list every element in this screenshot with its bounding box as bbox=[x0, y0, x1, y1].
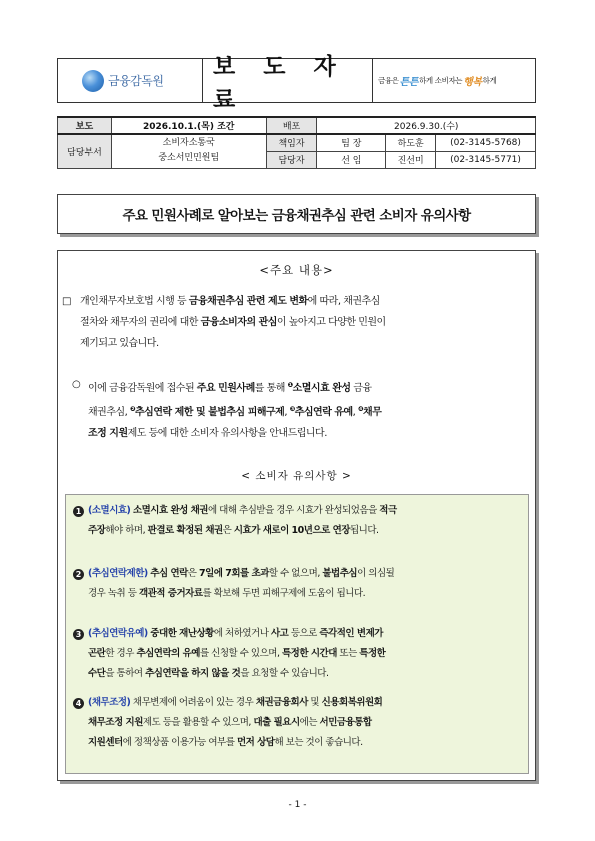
text-segment: 채권금융회사 bbox=[255, 697, 308, 708]
text-segment: ❸ bbox=[289, 405, 295, 413]
tip1-line2 bbox=[88, 521, 397, 541]
tip1-text bbox=[88, 501, 397, 541]
dept-cell bbox=[111, 134, 266, 168]
text-segment: 주요 민원사례 bbox=[196, 383, 255, 394]
text-segment: 절차와 채무자의 권리에 대한 bbox=[80, 317, 201, 328]
text-segment: 특정한 시간대 bbox=[282, 648, 337, 659]
fss-logo-globe-icon bbox=[82, 70, 104, 92]
text-segment: 채무 bbox=[363, 407, 382, 418]
text-segment: 한 경우 bbox=[105, 648, 137, 659]
text-segment: 됩니다. bbox=[349, 525, 379, 536]
distribution-label: 배포 bbox=[266, 117, 317, 134]
text-segment: 채권추심, bbox=[88, 407, 130, 418]
summary-bullet1 bbox=[80, 291, 386, 354]
manager-title: 팀 장 bbox=[317, 134, 386, 151]
text-segment: , bbox=[284, 407, 290, 418]
text-segment: 경우 녹취 등 bbox=[88, 588, 139, 599]
text-segment: 추심연락의 유예 bbox=[136, 648, 200, 659]
doc-title-area bbox=[203, 53, 373, 113]
release-label: 보도 bbox=[58, 117, 112, 134]
bullet2-line1 bbox=[88, 375, 381, 399]
tip2-number-icon: 2 bbox=[73, 569, 84, 580]
text-segment: 해 보는 것이 좋습니다. bbox=[274, 737, 363, 748]
text-segment: 금융채권추심 관련 제도 변화 bbox=[188, 296, 308, 307]
release-row bbox=[58, 117, 536, 134]
release-date: 2026.10.1.(목) 조간 bbox=[111, 117, 266, 134]
text-segment: 또는 bbox=[336, 648, 360, 659]
contact-label: 담당자 bbox=[266, 151, 317, 168]
tip3-line3 bbox=[88, 664, 385, 684]
distribution-date: 2026.9.30.(수) bbox=[317, 117, 536, 134]
text-segment: 중대한 재난상황 bbox=[150, 628, 214, 639]
text-segment: (추심연락유예) bbox=[88, 628, 148, 639]
tip3-text bbox=[88, 624, 385, 684]
bullet1-line1 bbox=[80, 291, 386, 312]
text-segment: (소멸시효) bbox=[88, 505, 131, 516]
tip2-line1 bbox=[88, 564, 394, 584]
tip4-number-icon: 4 bbox=[73, 698, 84, 709]
text-segment: 불법추심 bbox=[322, 568, 358, 579]
bullet1-marker: □ bbox=[62, 296, 72, 307]
text-segment: ❶ bbox=[287, 381, 293, 389]
text-segment: 이에 금융감독원에 접수된 bbox=[88, 383, 197, 394]
logo-area bbox=[58, 59, 203, 102]
tip4-line2 bbox=[88, 713, 382, 733]
text-segment: 추심 연락 bbox=[150, 568, 188, 579]
text-segment: 를 통해 bbox=[254, 383, 288, 394]
text-segment: 할 수 없으며, bbox=[268, 568, 323, 579]
text-segment: 이 높아지고 다양한 민원이 bbox=[276, 317, 386, 328]
doc-title: 보 도 자 료 bbox=[213, 53, 346, 113]
summary-bullet2 bbox=[88, 375, 381, 444]
page-number: - 1 - bbox=[288, 800, 307, 810]
text-segment: 수단 bbox=[88, 668, 106, 679]
release-info-table bbox=[57, 116, 536, 169]
slogan-part3: 하게 bbox=[482, 76, 497, 85]
text-segment: ❹ bbox=[358, 405, 364, 413]
text-segment: 곤란 bbox=[88, 648, 106, 659]
text-segment: (채무조정) bbox=[88, 697, 131, 708]
text-segment: 서민금융통합 bbox=[319, 717, 372, 728]
tip1-line1 bbox=[88, 501, 397, 521]
text-segment: 제도 등에 대한 소비자 유의사항을 안내드립니다. bbox=[127, 428, 327, 439]
bullet2-line3 bbox=[88, 423, 381, 444]
manager-phone: (02-3145-5768) bbox=[436, 134, 536, 151]
text-segment: 신용회복위원회 bbox=[321, 697, 383, 708]
tip4-line3 bbox=[88, 733, 382, 753]
text-segment: 판결로 확정된 채권 bbox=[147, 525, 223, 536]
bullet2-marker: ○ bbox=[72, 379, 81, 390]
slogan-part2: 하게 소비자는 bbox=[419, 76, 463, 85]
text-segment: 이 의심될 bbox=[357, 568, 395, 579]
tip4-line1 bbox=[88, 693, 382, 713]
tip2-text bbox=[88, 564, 394, 604]
text-segment: 특정한 bbox=[359, 648, 386, 659]
text-segment: 지원센터 bbox=[88, 737, 123, 748]
manager-label: 책임자 bbox=[266, 134, 317, 151]
text-segment: 채무변제에 어려움이 있는 경우 bbox=[130, 697, 256, 708]
slogan-part1: 금융은 bbox=[378, 76, 399, 85]
bullet1-line2 bbox=[80, 312, 386, 333]
text-segment: 제기되고 있습니다. bbox=[80, 338, 159, 349]
dept-label: 담당부서 bbox=[58, 134, 112, 168]
tip4-text bbox=[88, 693, 382, 753]
bullet1-line3 bbox=[80, 333, 386, 354]
text-segment: 등으로 bbox=[288, 628, 320, 639]
text-segment: 추심연락 제한 및 불법추심 피해구제 bbox=[135, 407, 285, 418]
manager-name: 하도훈 bbox=[386, 134, 436, 151]
text-segment: 금융소비자의 관심 bbox=[200, 317, 277, 328]
tip3-line1 bbox=[88, 624, 385, 644]
text-segment: 먼저 상담 bbox=[236, 737, 275, 748]
text-segment: ❷ bbox=[130, 405, 136, 413]
tips-title: < 소비자 유의사항 > bbox=[241, 470, 352, 482]
text-segment: 제도 등을 활용할 수 있으며, bbox=[142, 717, 254, 728]
text-segment: 은 bbox=[222, 525, 234, 536]
text-segment: 7일에 7회를 초과 bbox=[199, 568, 269, 579]
slogan bbox=[373, 59, 535, 102]
tip3-line2 bbox=[88, 644, 385, 664]
contact-phone: (02-3145-5771) bbox=[436, 151, 536, 168]
tips-box bbox=[65, 494, 529, 774]
text-segment: 를 확보해 두면 피해구제에 도움이 됩니다. bbox=[202, 588, 366, 599]
text-segment: 추심연락 유예 bbox=[294, 407, 353, 418]
manager-row bbox=[58, 134, 536, 151]
text-segment: 소멸시효 완성 bbox=[292, 383, 351, 394]
contact-title: 선 임 bbox=[317, 151, 386, 168]
text-segment: 조정 지원 bbox=[88, 428, 128, 439]
headline-box bbox=[57, 194, 536, 234]
text-segment: 에 따라, 채권추심 bbox=[307, 296, 380, 307]
text-segment: 금융 bbox=[350, 383, 372, 394]
text-segment: 해야 하며, bbox=[105, 525, 148, 536]
slogan-word1: 튼튼 bbox=[399, 77, 419, 88]
text-segment: 에 처하였거나 bbox=[213, 628, 271, 639]
text-segment: (추심연락제한) bbox=[88, 568, 148, 579]
text-segment: 주장 bbox=[88, 525, 106, 536]
text-segment: 대출 필요시 bbox=[253, 717, 300, 728]
text-segment: 채무조정 지원 bbox=[88, 717, 143, 728]
tip2-line2 bbox=[88, 584, 394, 604]
text-segment: 을 통하여 bbox=[105, 668, 146, 679]
org-name: 금융감독원 bbox=[108, 74, 164, 88]
text-segment: 를 신청할 수 있으며, bbox=[199, 648, 282, 659]
text-segment: 적극 bbox=[379, 505, 397, 516]
text-segment: 시효가 새로이 10년으로 연장 bbox=[233, 525, 350, 536]
main-content-box bbox=[57, 250, 536, 781]
text-segment: 객관적 증거자료 bbox=[138, 588, 203, 599]
tip3-number-icon: 3 bbox=[73, 629, 84, 640]
contact-name: 진선미 bbox=[386, 151, 436, 168]
summary-title: <주요 내용> bbox=[259, 263, 334, 277]
text-segment: 을 요청할 수 있습니다. bbox=[240, 668, 329, 679]
text-segment: 즉각적인 변제가 bbox=[319, 628, 383, 639]
text-segment: 에 대해 추심받을 경우 시효가 완성되었음을 bbox=[207, 505, 380, 516]
text-segment: 에 정책상품 이용가능 여부를 bbox=[122, 737, 237, 748]
text-segment: 개인채무자보호법 시행 등 bbox=[80, 296, 189, 307]
text-segment: , bbox=[352, 407, 359, 418]
slogan-word2: 행복 bbox=[463, 77, 482, 88]
text-segment: 추심연락을 하지 않을 것 bbox=[145, 668, 241, 679]
text-segment: 에는 bbox=[299, 717, 320, 728]
bullet2-line2 bbox=[88, 399, 381, 423]
dept-line1: 소비자소통국 bbox=[162, 138, 215, 149]
text-segment: 은 bbox=[187, 568, 199, 579]
dept-line2: 중소서민민원팀 bbox=[158, 153, 220, 164]
tip1-number-icon: 1 bbox=[73, 506, 84, 517]
headline: 주요 민원사례로 알아보는 금융채권추심 관련 소비자 유의사항 bbox=[122, 208, 471, 224]
press-release-header bbox=[57, 53, 536, 113]
text-segment: 및 bbox=[307, 697, 322, 708]
text-segment: 소멸시효 완성 채권 bbox=[132, 505, 208, 516]
text-segment: 사고 bbox=[270, 628, 289, 639]
